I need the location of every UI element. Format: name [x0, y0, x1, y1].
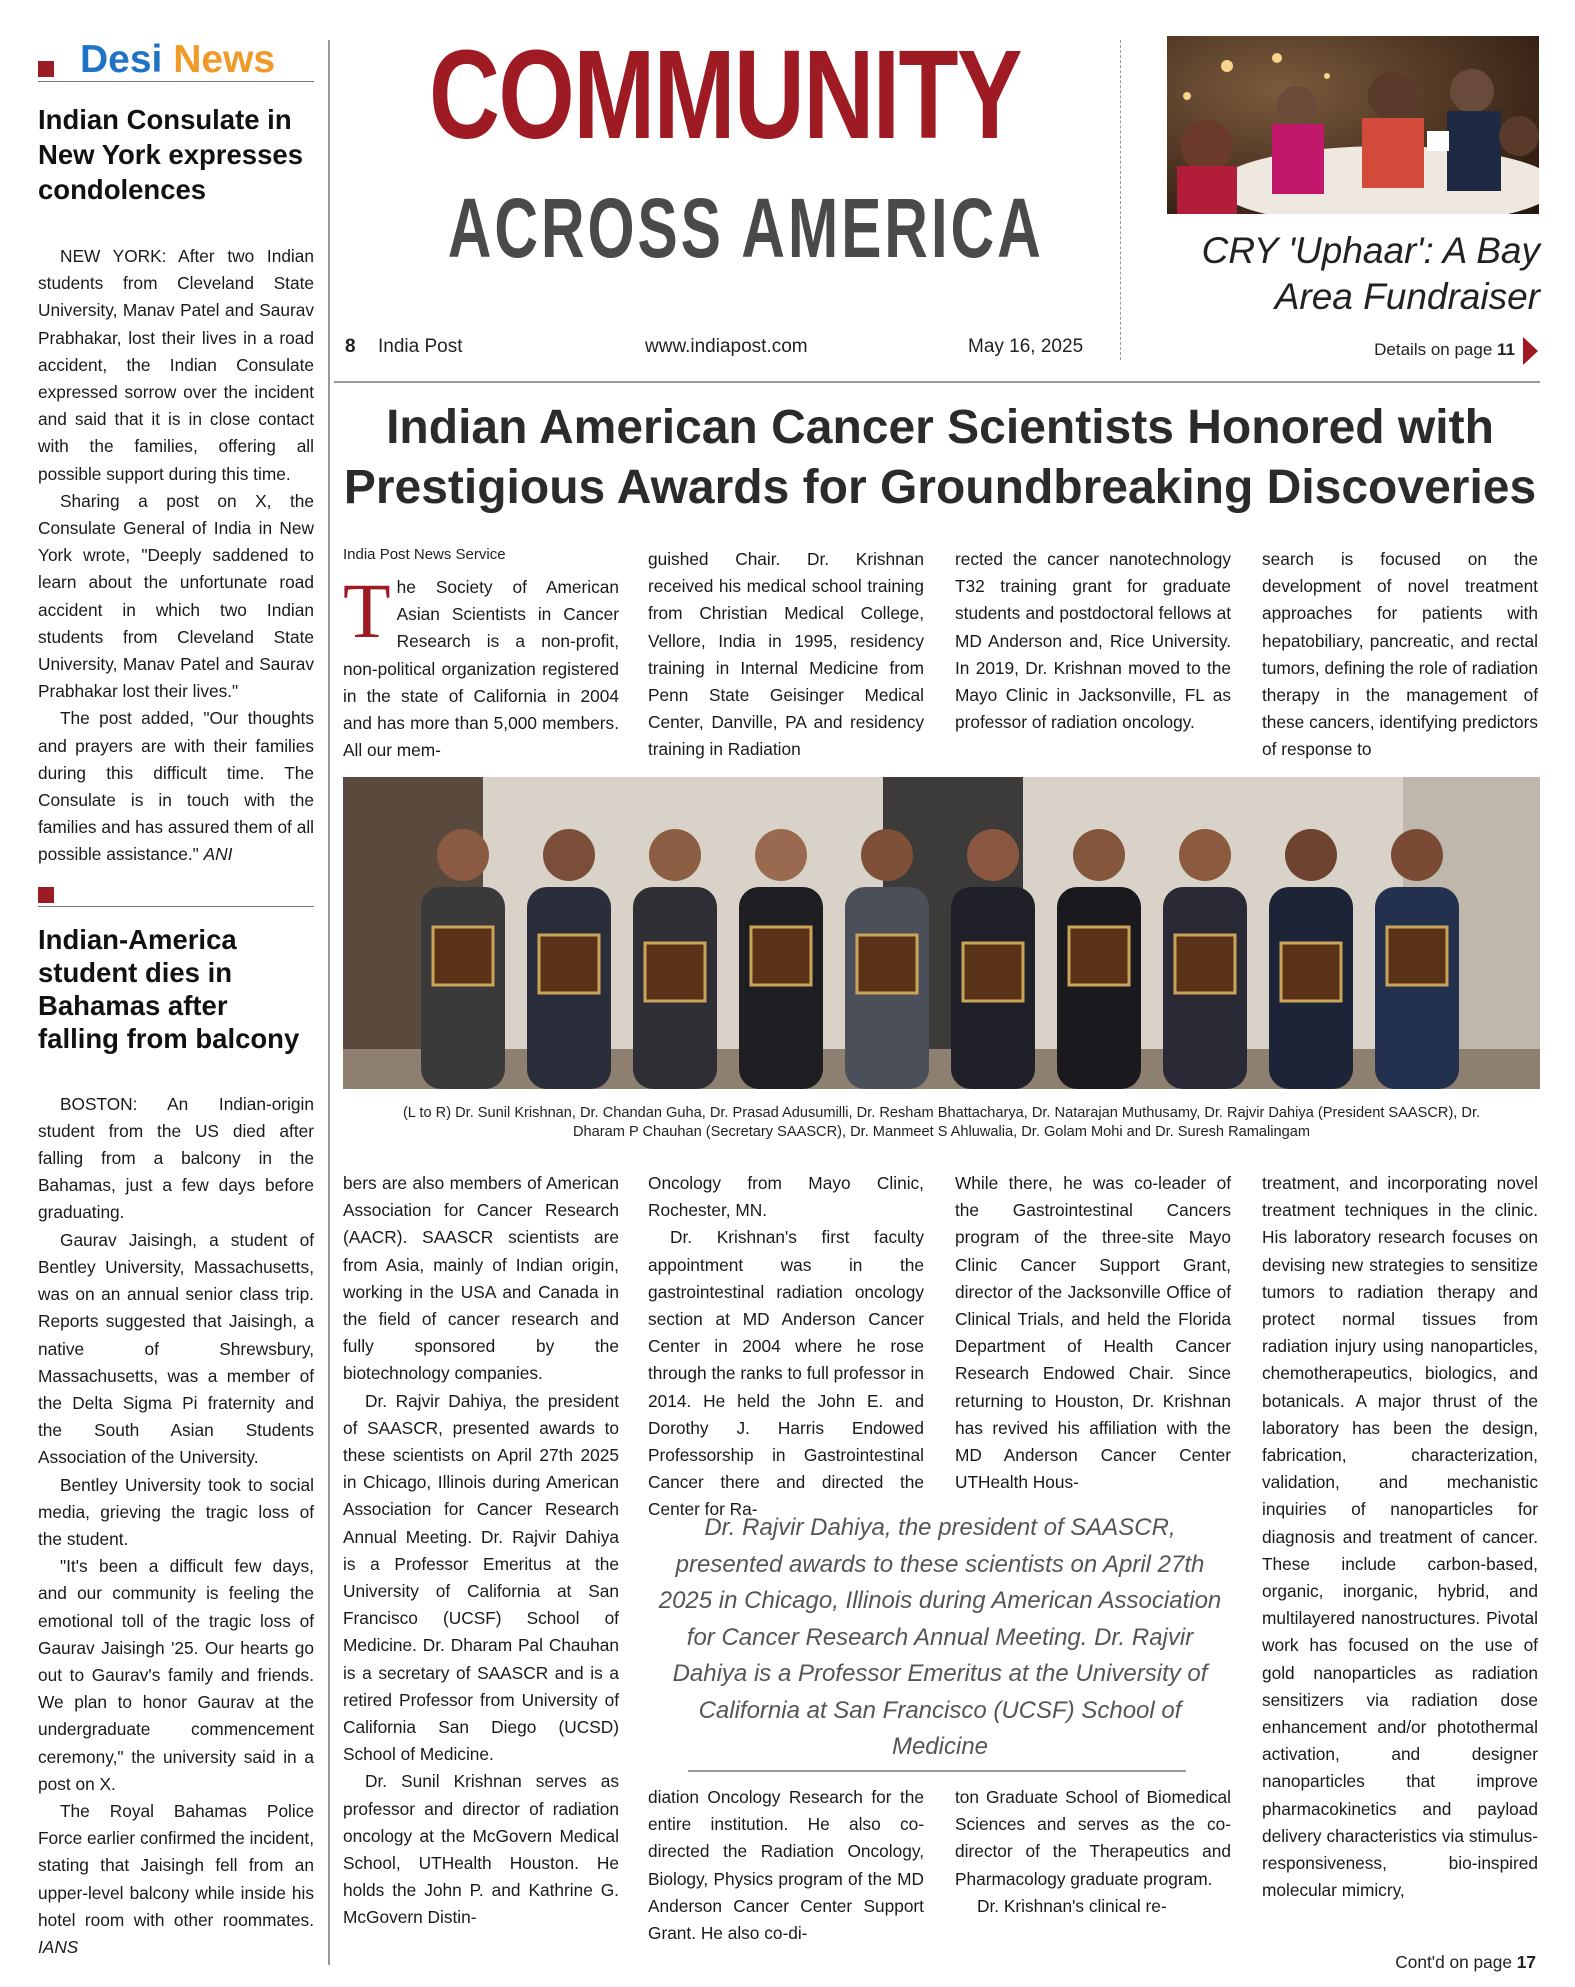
person-head — [755, 829, 807, 881]
sidebar-story1-headline: Indian Consulate in New York expresses condolences — [38, 104, 303, 205]
person-head — [437, 829, 489, 881]
issue-date: May 16, 2025 — [968, 336, 1084, 357]
column-divider — [328, 40, 330, 1965]
person-head — [649, 829, 701, 881]
award-plaque — [1387, 927, 1447, 985]
award-plaque — [751, 927, 811, 985]
article-col4-bottom: treatment, and incorporating novel treatment techniques in the clinic. His laboratory research focuses on devising new strategies to sensitize tumors to radiation therapy and protect normal tissues from radiation injury using nanoparticles, chemotherapeutics, biologics, and botanicals. A major thrust of the laboratory has been the design, fabrication, characterization, validation, and mechanistic inquiries of nanoparticles for diagnosis and treatment of cancer. These include carbon-based, organic, inorganic, hybrid, and multilayered nanostructures. Pivotal work has focused on the use of gold nanoparticles as radiation sensitizers via radiation dose enhancement and/or photothermal activation, and designer nanoparticles that improve pharmacokinetics and payload delivery characteristics via stimulus-responsiveness, bio-inspired molecular mimicry, — [1262, 1173, 1538, 1901]
article-col1-bottom: bers are also members of American Association for Cancer Research (AACR). SAASCR scientists are from Asia, mainly of Indian origin, working in the USA and Canada in the field of cancer research and fully sponsored by the biotechnology companies. Dr. Rajvir Dahiya, the president of SAASCR, presented awards to these scientists on April 27th 2025 in Chicago, Illinois during American Association for Cancer Research Annual Meeting. Dr. Rajvir Dahiya is a Professor Emeritus at the University of California at San Francisco (UCSF) School of Medicine. Dr. Dharam Pal Chauhan is a secretary of SAASCR and is a retired Professor from University of California San Diego (UCSD) School of Medicine. Dr. Sunil Krishnan serves as professor and director of radiation oncology at the McGovern Medical School, UTHealth Houston. He holds the John P. and Kathrine G. McGovern Distin- — [343, 1173, 619, 1928]
sidebar-story2-paragraph: BOSTON: An Indian-origin student from the US died after falling from a balcony in the Bahamas, just a few days before graduating. — [38, 1093, 314, 1223]
continued-on-link[interactable]: Cont'd on page 17 — [1395, 1952, 1536, 1972]
person-body — [1375, 887, 1459, 1089]
masthead-title: COMMUNITY — [429, 24, 1021, 165]
sidebar-story2-paragraph: The Royal Bahamas Police Force earlier confirmed the incident, stating that Jaisingh fell from an upper-level balcony while inside his hotel room with other roommates. IANS — [38, 1800, 314, 1957]
person-body — [421, 887, 505, 1089]
article-col3-bottom-lower: ton Graduate School of Biomedical Sciences and serves as the co-director of the Therapeutics and Pharmacology graduate program. Dr. Krishnan's clinical re- — [955, 1787, 1231, 1916]
award-plaque — [1175, 935, 1235, 993]
sidebar-story2-credit: IANS — [38, 1936, 79, 1957]
drop-cap: T — [343, 567, 391, 654]
publication-name: India Post — [378, 336, 463, 357]
award-group-photo-illustration — [343, 777, 1540, 1089]
sidebar-story1-paragraph: NEW YORK: After two Indian students from Cleveland State University, Manav Patel and Saurav Prabhakar, lost their lives in a road accident, the Indian Consulate expressed sorrow over the incident and said that it is in close contact with the families, offering all possible support during this time. — [38, 246, 314, 484]
person-head — [967, 829, 1019, 881]
promo-caption[interactable]: CRY 'Uphaar': A Bay Area Fundraiser — [1201, 230, 1540, 317]
masthead-dashed-divider — [1120, 40, 1121, 360]
section-marker — [38, 887, 54, 903]
photo-caption: (L to R) Dr. Sunil Krishnan, Dr. Chandan Guha, Dr. Prasad Adusumilli, Dr. Resham Bhattacharya, Dr. Natarajan Muthusamy, Dr. Rajvir Dahiya (President SAASCR), Dr. Dharam P Chauhan (Secretary SAASCR), Dr. Manmeet S Ahluwalia, Dr. Golam Mohi and Dr. Suresh Ramalingam — [402, 1105, 1481, 1140]
award-plaque — [433, 927, 493, 985]
desi-news-header — [38, 36, 314, 82]
award-plaque — [963, 943, 1023, 1001]
article-intro: The Society of American Asian Scientists in Cancer Research is a non-profit, non-political organization registered in the state of California in 2004 and has more than 5,000 members. All our mem- — [343, 567, 619, 761]
article-col3-bottom-upper: While there, he was co-leader of the Gastrointestinal Cancers program of the three-site Mayo Clinic Cancer Support Grant, director of the Jacksonville Office of Clinical Trials, and held the Florida Department of Health Cancer Research Endowed Chair. Since returning to Houston, Dr. Krishnan has revived his affiliation with the MD Anderson Cancer Center UTHealth Hous- — [955, 1173, 1231, 1493]
article-col2-bottom-upper: Oncology from Mayo Clinic, Rochester, MN. Dr. Krishnan's first faculty appointment was in the gastrointestinal radiation oncology section at MD Anderson Cancer Center in 2004 where he rose through the ranks to full professor in 2014. He held the John E. and Dorothy J. Harris Endowed Professorship in Gastrointestinal Cancer there and directed the Center for Ra- — [648, 1173, 924, 1520]
masthead-subtitle: ACROSS AMERICA — [447, 181, 1044, 275]
person-body — [1057, 887, 1141, 1089]
publication-url[interactable]: www.indiapost.com — [645, 336, 808, 357]
person-head — [1179, 829, 1231, 881]
sidebar-story1-paragraph: Sharing a post on X, the Consulate General of India in New York wrote, "Deeply saddened to learn about the unfortunate road accident in which two Indian students from Cleveland State University, Manav Patel and Saurav Prabhakar lost their lives." — [38, 490, 314, 702]
person-head — [1391, 829, 1443, 881]
desi-news-sidebar — [38, 36, 314, 1961]
person-head — [861, 829, 913, 881]
triangle-right-icon[interactable] — [1523, 337, 1538, 365]
award-group-photo[interactable] — [343, 777, 1540, 1089]
person-head — [1285, 829, 1337, 881]
sidebar-story2-paragraph: Bentley University took to social media, grieving the tragic loss of the student. — [38, 1474, 314, 1549]
sidebar-divider — [38, 887, 314, 907]
award-plaque — [539, 935, 599, 993]
award-plaque — [1069, 927, 1129, 985]
person-head — [1073, 829, 1125, 881]
award-plaque — [645, 943, 705, 1001]
article-col2-bottom-lower: diation Oncology Research for the entire institution. He also co-directed the Radiation Oncology, Biology, Physics program of the MD Anderson Cancer Center Support Grant. He also co-di- — [648, 1787, 924, 1944]
promo-details-link[interactable]: Details on page 11 — [1374, 340, 1515, 359]
desi-news-title: Desi News — [80, 38, 276, 81]
sidebar-story2-paragraph: "It's been a difficult few days, and our community is feeling the emotional toll of the tragic loss of Gaurav Jaisingh '25. Our hearts go out to Gaurav's family and friends. We plan to honor Gaurav at the undergraduate commencement ceremony," the university said in a post on X. — [38, 1556, 314, 1794]
sidebar-story2-paragraph: Gaurav Jaisingh, a student of Bentley University, Massachusetts, was on an annual senior class trip. Reports suggested that Jaisingh, a native of Shrewsbury, Massachusetts, was a member of the Delta Sigma Pi fraternity and the South Asian Students Association of the University. — [38, 1229, 314, 1468]
article-col4-top: search is focused on the development of novel treatment approaches for patients with hepatobiliary, pancreatic, and rectal tumors, defining the role of radiation therapy in the management of these cancers, identifying predictors of response to — [1262, 549, 1538, 760]
person-body — [739, 887, 823, 1089]
article-col2-top: guished Chair. Dr. Krishnan received his medical school training from Christian Medical College, Vellore, India in 1995, residency training in Internal Medicine from Penn State Geisinger Medical Center, Danville, PA and residency training in Radiation — [648, 549, 924, 760]
pull-quote: Dr. Rajvir Dahiya, the president of SAASCR, presented awards to these scientists on April 27th 2025 in Chicago, Illinois during American Association for Cancer Research Annual Meeting. Dr. Rajvir Dahiya is a Professor Emeritus at the University of California at San Francisco (UCSF) School of Medicine — [658, 1514, 1222, 1760]
page-number: 8 — [345, 336, 356, 357]
person-head — [543, 829, 595, 881]
sidebar-story2-headline: Indian-America student dies in Bahamas after falling from balcony — [38, 923, 300, 1054]
article-col1-top — [343, 567, 619, 764]
award-plaque — [1281, 943, 1341, 1001]
masthead-rule — [334, 381, 1540, 383]
article-byline: India Post News Service — [343, 546, 506, 563]
promo-photo[interactable] — [1167, 36, 1539, 214]
sidebar-story1-credit: ANI — [203, 844, 233, 865]
promo-photo-illustration — [1167, 36, 1539, 214]
article-headline: Indian American Cancer Scientists Honored with Prestigious Awards for Groundbreaking Discoveries — [343, 401, 1537, 514]
pull-quote-rule — [688, 1770, 1186, 1772]
section-marker — [38, 61, 54, 77]
article-col3-top: rected the cancer nanotechnology T32 training grant for graduate students and postdoctoral fellows at MD Anderson and, Rice University. In 2019, Dr. Krishnan moved to the Mayo Clinic in Jacksonville, FL as professor of radiation oncology. — [955, 549, 1231, 733]
sidebar-story1-paragraph: The post added, "Our thoughts and prayers are with their families during this difficult time. The Consulate is in touch with the families and has assured them of all possible assistance." ANI — [38, 708, 314, 865]
award-plaque — [857, 935, 917, 993]
